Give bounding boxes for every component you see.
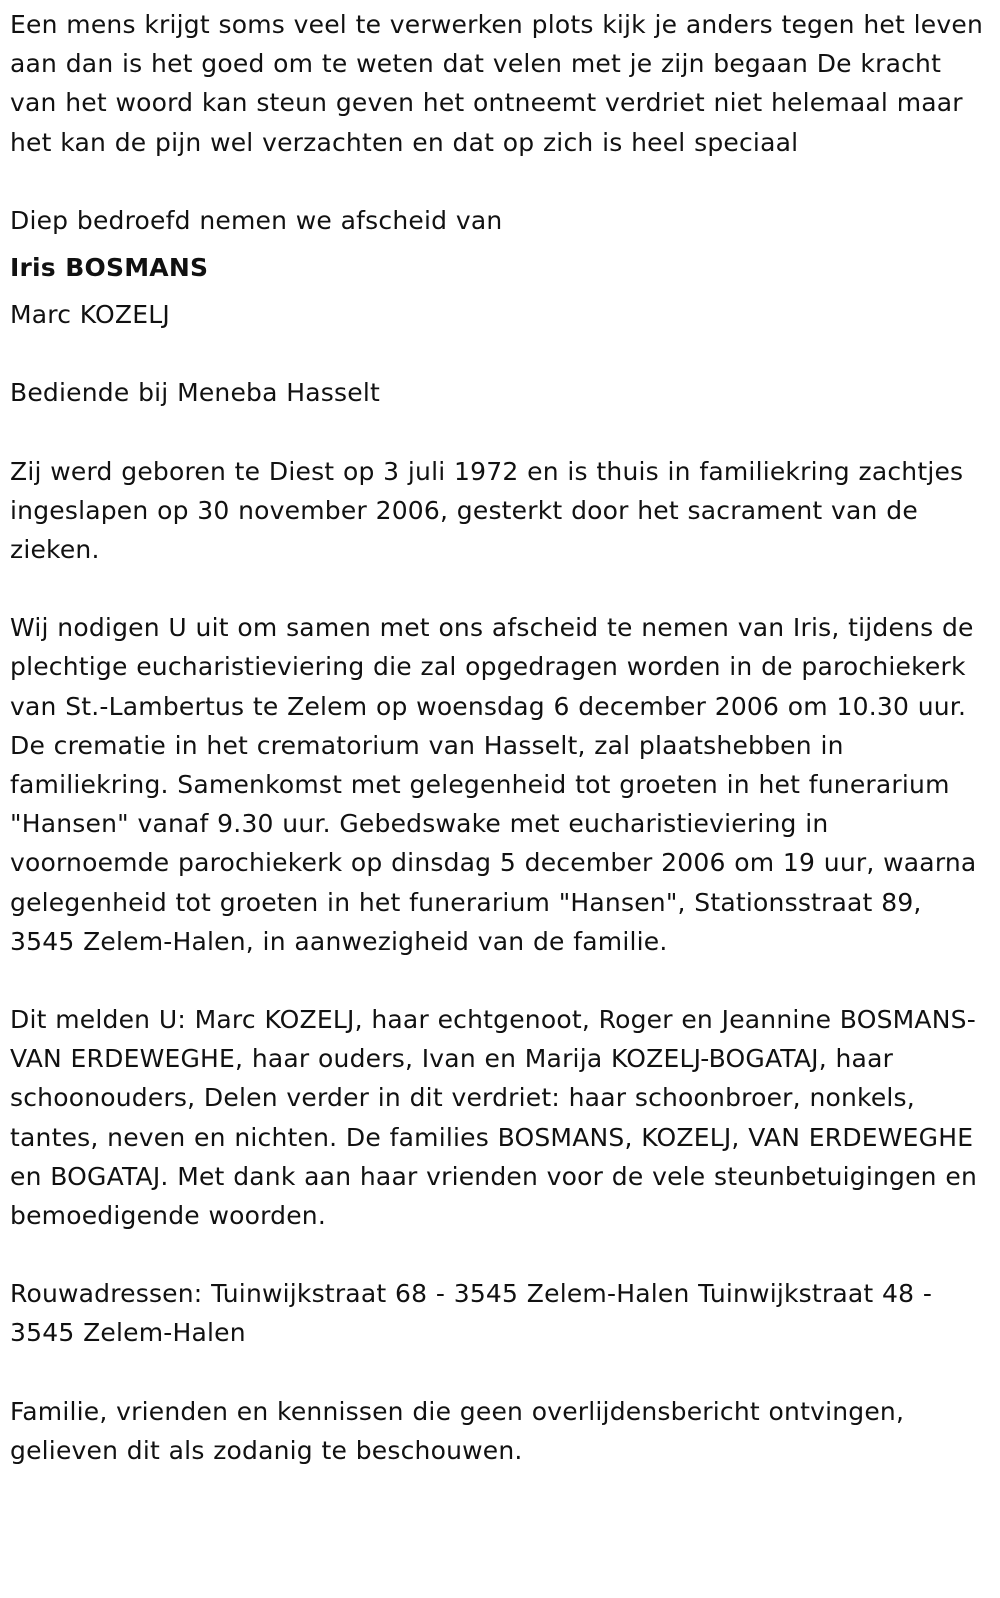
partner-name: Marc KOZELJ	[10, 300, 170, 330]
closing-note: Familie, vrienden en kennissen die geen overlijdensbericht ontvingen, gelieven dit als zodanig te beschouwen.	[10, 1396, 905, 1465]
birth-death-paragraph: Zij werd geboren te Diest op 3 juli 1972 en is thuis in familiekring zachtjes ingeslapen op 30 november 2006, gesterkt door het sacrament van de zieken.	[10, 456, 964, 565]
condolence-addresses: Rouwadressen: Tuinwijkstraat 68 - 3545 Zelem-Halen Tuinwijkstraat 48 - 3545 Zelem-Halen	[10, 1279, 933, 1348]
farewell-line: Diep bedroefd nemen we afscheid van	[10, 205, 503, 235]
invitation-paragraph: Wij nodigen U uit om samen met ons afscheid te nemen van Iris, tijdens de plechtige eucharistieviering die zal opgedragen worden in de parochiekerk van St.-Lambertus te Zelem op woensdag 6 december 2006 om 10.30 uur. De crematie in het crematorium van Hasselt, zal plaatshebben in familiekring. Samenkomst met gelegenheid tot groeten in het funerarium "Hansen" vanaf 9.30 uur. Gebedswake met eucharistieviering in voornoemde parochiekerk op dinsdag 5 december 2006 om 19 uur, waarna gelegenheid tot groeten in het funerarium "Hansen", Stationsstraat 89, 3545 Zelem-Halen, in aanwezigheid van de familie.	[10, 613, 977, 956]
intro-poem: Een mens krijgt soms veel te verwerken plots kijk je anders tegen het leven aan dan is het goed om te weten dat velen met je zijn begaan De kracht van het woord kan steun geven het ontneemt verdriet niet helemaal maar het kan de pijn wel verzachten en dat op zich is heel speciaal	[10, 10, 983, 157]
announced-by-paragraph: Dit melden U: Marc KOZELJ, haar echtgenoot, Roger en Jeannine BOSMANS-VAN ERDEWEGHE, haar ouders, Ivan en Marija KOZELJ-BOGATAJ, haar schoonouders, Delen verder in dit verdriet: haar schoonbroer, nonkels, tantes, neven en nichten. De families BOSMANS, KOZELJ, VAN ERDEWEGHE en BOGATAJ. Met dank aan haar vrienden voor de vele steunbetuigingen en bemoedigende woorden.	[10, 1005, 978, 1231]
occupation: Bediende bij Meneba Hasselt	[10, 378, 380, 408]
deceased-name: Iris BOSMANS	[10, 253, 209, 283]
